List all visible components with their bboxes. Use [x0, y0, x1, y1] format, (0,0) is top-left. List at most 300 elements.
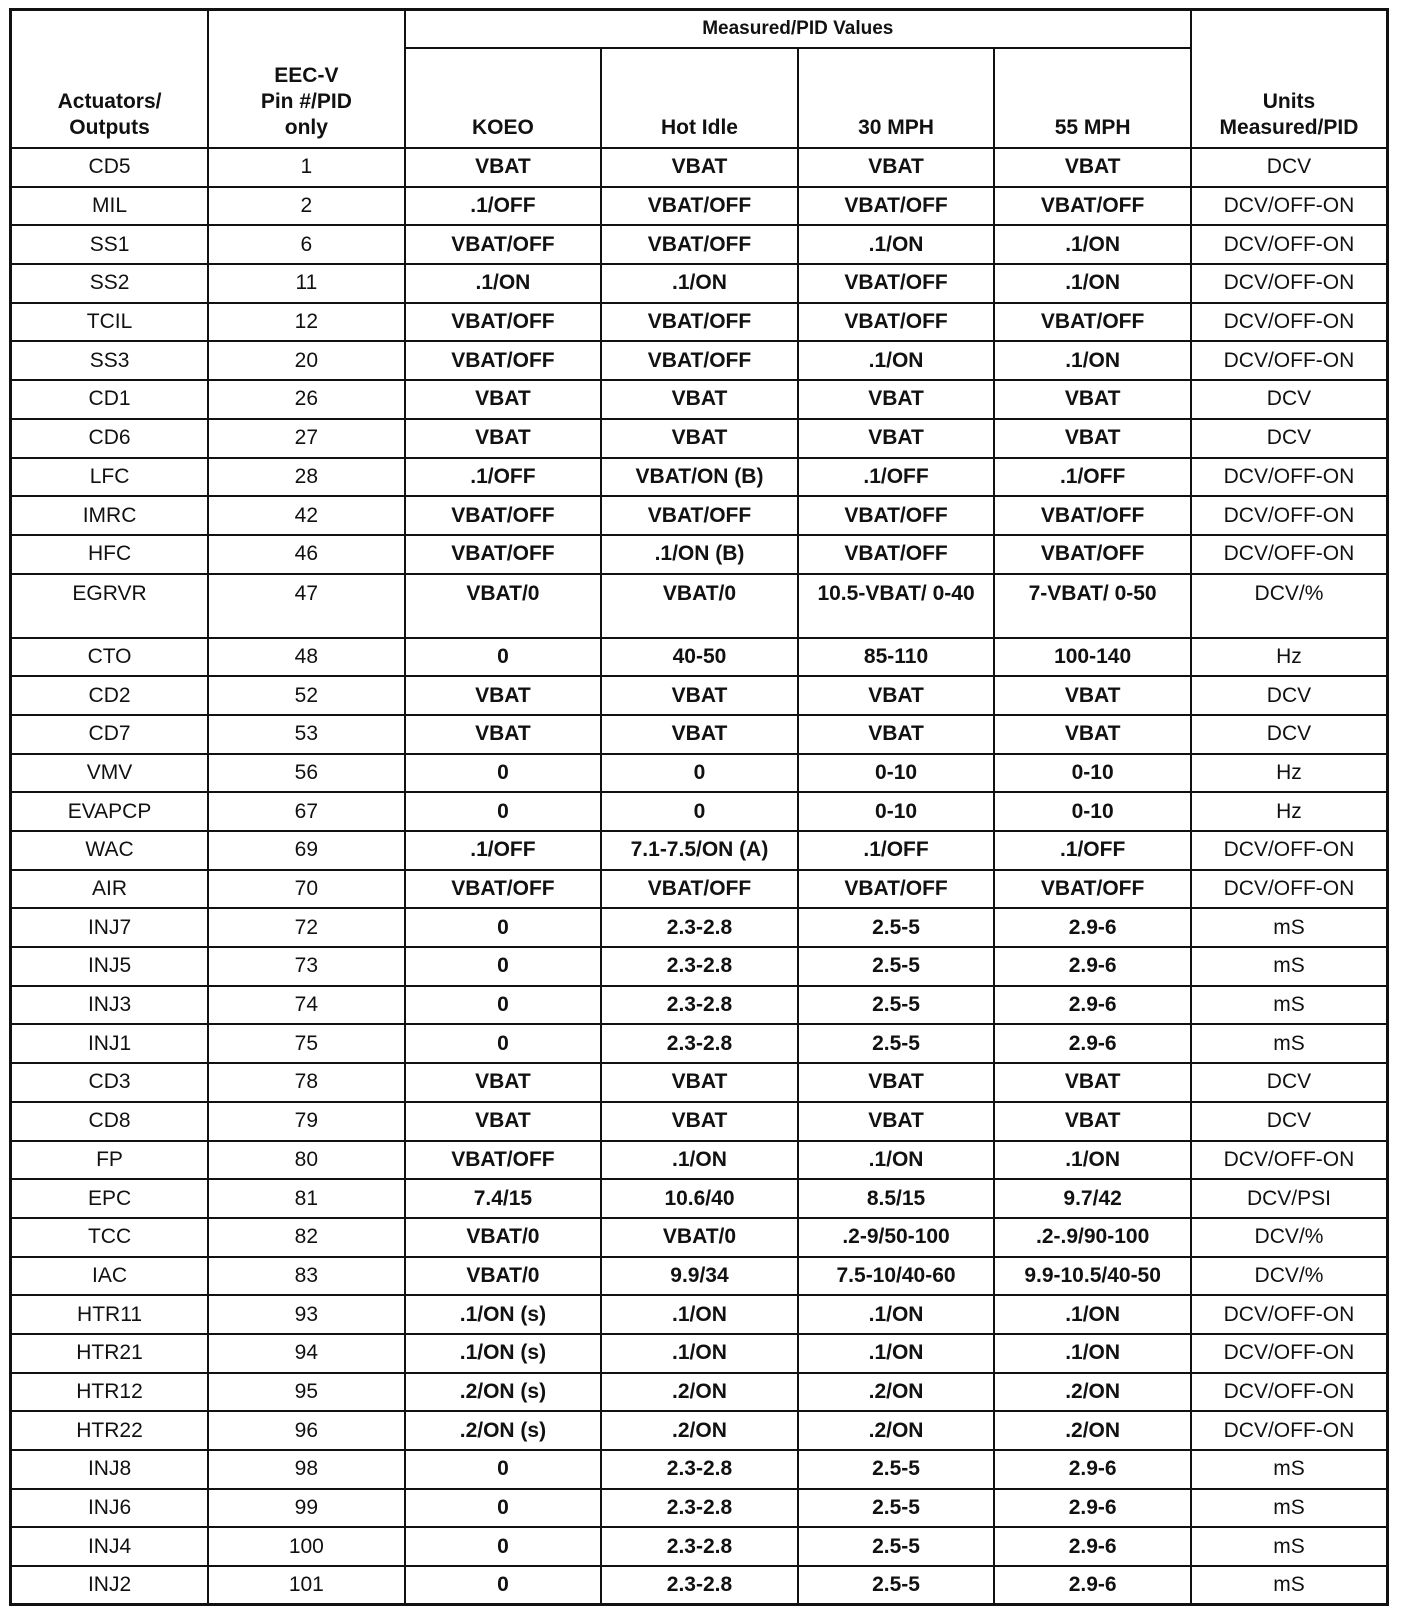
- cell-55-mph: 2.9-6: [994, 1450, 1191, 1489]
- cell-koeo: VBAT/OFF: [405, 535, 602, 574]
- cell-pin: 101: [208, 1566, 405, 1605]
- table-row: [11, 676, 1388, 715]
- table-row: [11, 496, 1388, 535]
- cell-hot-idle: VBAT/OFF: [601, 496, 798, 535]
- cell-30-mph: VBAT/OFF: [798, 303, 995, 342]
- table-row: [11, 264, 1388, 303]
- cell-koeo: 0: [405, 986, 602, 1025]
- cell-pin: 2: [208, 187, 405, 226]
- cell-units: DCV/%: [1191, 1218, 1388, 1257]
- cell-koeo: VBAT/OFF: [405, 303, 602, 342]
- cell-hot-idle: VBAT/OFF: [601, 303, 798, 342]
- cell-30-mph: VBAT/OFF: [798, 264, 995, 303]
- cell-hot-idle: VBAT: [601, 676, 798, 715]
- cell-units: Hz: [1191, 638, 1388, 677]
- header-55-mph: 55 MPH: [994, 48, 1191, 148]
- cell-actuator: EVAPCP: [11, 792, 209, 831]
- cell-hot-idle: VBAT: [601, 419, 798, 458]
- header-actuators-outputs: [11, 10, 209, 149]
- table-row: [11, 1373, 1388, 1412]
- table-row: [11, 1566, 1388, 1605]
- cell-koeo: .2/ON (s): [405, 1373, 602, 1412]
- cell-units: mS: [1191, 908, 1388, 947]
- cell-units: Hz: [1191, 792, 1388, 831]
- cell-koeo: VBAT/0: [405, 1257, 602, 1296]
- cell-units: DCV: [1191, 676, 1388, 715]
- cell-30-mph: VBAT/OFF: [798, 535, 995, 574]
- cell-units: DCV/%: [1191, 1257, 1388, 1296]
- table-row: [11, 715, 1388, 754]
- cell-55-mph: 2.9-6: [994, 1527, 1191, 1566]
- cell-55-mph: .1/ON: [994, 225, 1191, 264]
- cell-actuator: VMV: [11, 754, 209, 793]
- cell-koeo: .1/ON (s): [405, 1295, 602, 1334]
- table-row: [11, 754, 1388, 793]
- table-row: [11, 419, 1388, 458]
- cell-hot-idle: .1/ON (B): [601, 535, 798, 574]
- table-row: [11, 1411, 1388, 1450]
- cell-actuator: SS3: [11, 341, 209, 380]
- cell-hot-idle: .1/ON: [601, 1141, 798, 1180]
- cell-55-mph: .1/ON: [994, 1141, 1191, 1180]
- cell-hot-idle: 7.1-7.5/ON (A): [601, 831, 798, 870]
- pid-values-table-container: [9, 8, 1389, 1606]
- cell-pin: 56: [208, 754, 405, 793]
- cell-actuator: HTR21: [11, 1334, 209, 1373]
- header-30-mph: 30 MPH: [798, 48, 995, 148]
- cell-55-mph: .1/ON: [994, 264, 1191, 303]
- cell-actuator: CD1: [11, 380, 209, 419]
- cell-hot-idle: 2.3-2.8: [601, 908, 798, 947]
- cell-hot-idle: VBAT/OFF: [601, 187, 798, 226]
- cell-hot-idle: 2.3-2.8: [601, 947, 798, 986]
- cell-55-mph: 2.9-6: [994, 1024, 1191, 1063]
- cell-55-mph: VBAT: [994, 1063, 1191, 1102]
- cell-pin: 53: [208, 715, 405, 754]
- table-row: [11, 1024, 1388, 1063]
- cell-55-mph: .1/OFF: [994, 831, 1191, 870]
- cell-hot-idle: .1/ON: [601, 264, 798, 303]
- cell-30-mph: 10.5-VBAT/ 0-40: [798, 574, 995, 638]
- cell-pin: 100: [208, 1527, 405, 1566]
- cell-actuator: IMRC: [11, 496, 209, 535]
- cell-units: mS: [1191, 947, 1388, 986]
- cell-hot-idle: 2.3-2.8: [601, 1450, 798, 1489]
- cell-koeo: VBAT: [405, 380, 602, 419]
- cell-pin: 74: [208, 986, 405, 1025]
- cell-hot-idle: 10.6/40: [601, 1179, 798, 1218]
- cell-koeo: 0: [405, 792, 602, 831]
- cell-units: DCV/OFF-ON: [1191, 187, 1388, 226]
- cell-pin: 95: [208, 1373, 405, 1412]
- cell-55-mph: VBAT: [994, 715, 1191, 754]
- table-row: [11, 1527, 1388, 1566]
- cell-units: DCV/OFF-ON: [1191, 303, 1388, 342]
- cell-koeo: 0: [405, 1566, 602, 1605]
- cell-pin: 42: [208, 496, 405, 535]
- table-row: [11, 908, 1388, 947]
- cell-actuator: EGRVR: [11, 574, 209, 638]
- cell-hot-idle: VBAT: [601, 380, 798, 419]
- cell-30-mph: .1/ON: [798, 341, 995, 380]
- cell-30-mph: VBAT: [798, 1102, 995, 1141]
- cell-55-mph: 9.7/42: [994, 1179, 1191, 1218]
- cell-actuator: HTR22: [11, 1411, 209, 1450]
- cell-55-mph: VBAT/OFF: [994, 303, 1191, 342]
- cell-30-mph: VBAT/OFF: [798, 187, 995, 226]
- table-row: [11, 303, 1388, 342]
- cell-pin: 72: [208, 908, 405, 947]
- table-row: [11, 870, 1388, 909]
- cell-units: DCV/OFF-ON: [1191, 1334, 1388, 1373]
- cell-55-mph: .1/ON: [994, 1295, 1191, 1334]
- cell-hot-idle: VBAT: [601, 148, 798, 187]
- cell-units: DCV/OFF-ON: [1191, 831, 1388, 870]
- cell-units: mS: [1191, 1450, 1388, 1489]
- cell-30-mph: 2.5-5: [798, 1024, 995, 1063]
- cell-55-mph: VBAT: [994, 676, 1191, 715]
- cell-koeo: 0: [405, 1527, 602, 1566]
- table-row: [11, 1257, 1388, 1296]
- cell-units: DCV/%: [1191, 574, 1388, 638]
- cell-hot-idle: 2.3-2.8: [601, 1527, 798, 1566]
- cell-actuator: INJ4: [11, 1527, 209, 1566]
- cell-units: DCV/OFF-ON: [1191, 225, 1388, 264]
- cell-actuator: SS1: [11, 225, 209, 264]
- cell-actuator: EPC: [11, 1179, 209, 1218]
- cell-hot-idle: .2/ON: [601, 1373, 798, 1412]
- cell-pin: 79: [208, 1102, 405, 1141]
- cell-units: Hz: [1191, 754, 1388, 793]
- cell-hot-idle: VBAT/ON (B): [601, 458, 798, 497]
- table-row: [11, 1179, 1388, 1218]
- cell-pin: 98: [208, 1450, 405, 1489]
- cell-30-mph: .1/OFF: [798, 458, 995, 497]
- cell-actuator: FP: [11, 1141, 209, 1180]
- table-row: [11, 947, 1388, 986]
- table-row: [11, 792, 1388, 831]
- cell-koeo: 0: [405, 638, 602, 677]
- table-header: [11, 10, 1388, 149]
- cell-hot-idle: VBAT: [601, 715, 798, 754]
- cell-pin: 96: [208, 1411, 405, 1450]
- header-actuators-line1: Actuators/: [57, 90, 162, 113]
- cell-koeo: 0: [405, 1450, 602, 1489]
- cell-pin: 48: [208, 638, 405, 677]
- cell-30-mph: VBAT: [798, 1063, 995, 1102]
- table-row: [11, 1102, 1388, 1141]
- table-row: [11, 1063, 1388, 1102]
- cell-30-mph: 8.5/15: [798, 1179, 995, 1218]
- cell-units: DCV: [1191, 715, 1388, 754]
- cell-actuator: INJ3: [11, 986, 209, 1025]
- cell-koeo: .2/ON (s): [405, 1411, 602, 1450]
- cell-55-mph: VBAT/OFF: [994, 187, 1191, 226]
- cell-units: DCV/OFF-ON: [1191, 1411, 1388, 1450]
- cell-units: mS: [1191, 1489, 1388, 1528]
- cell-30-mph: 0-10: [798, 754, 995, 793]
- cell-30-mph: VBAT: [798, 419, 995, 458]
- cell-actuator: INJ5: [11, 947, 209, 986]
- cell-koeo: VBAT/0: [405, 574, 602, 638]
- cell-pin: 81: [208, 1179, 405, 1218]
- table-row: [11, 1218, 1388, 1257]
- table-row: [11, 187, 1388, 226]
- cell-pin: 47: [208, 574, 405, 638]
- cell-30-mph: VBAT: [798, 380, 995, 419]
- cell-actuator: HTR12: [11, 1373, 209, 1412]
- cell-30-mph: VBAT: [798, 676, 995, 715]
- cell-hot-idle: VBAT: [601, 1063, 798, 1102]
- table-row: [11, 458, 1388, 497]
- cell-hot-idle: .2/ON: [601, 1411, 798, 1450]
- cell-hot-idle: VBAT/OFF: [601, 225, 798, 264]
- cell-koeo: VBAT: [405, 1063, 602, 1102]
- cell-pin: 83: [208, 1257, 405, 1296]
- cell-30-mph: 85-110: [798, 638, 995, 677]
- cell-actuator: LFC: [11, 458, 209, 497]
- cell-koeo: 0: [405, 908, 602, 947]
- cell-pin: 28: [208, 458, 405, 497]
- header-units: [1191, 10, 1388, 149]
- cell-actuator: INJ2: [11, 1566, 209, 1605]
- cell-55-mph: 2.9-6: [994, 986, 1191, 1025]
- table-row: [11, 831, 1388, 870]
- cell-55-mph: 2.9-6: [994, 947, 1191, 986]
- cell-actuator: TCC: [11, 1218, 209, 1257]
- cell-koeo: 0: [405, 754, 602, 793]
- cell-units: DCV/OFF-ON: [1191, 1141, 1388, 1180]
- cell-55-mph: 7-VBAT/ 0-50: [994, 574, 1191, 638]
- cell-koeo: VBAT/OFF: [405, 870, 602, 909]
- cell-30-mph: VBAT: [798, 148, 995, 187]
- cell-30-mph: 2.5-5: [798, 1527, 995, 1566]
- cell-pin: 93: [208, 1295, 405, 1334]
- cell-koeo: VBAT/OFF: [405, 225, 602, 264]
- cell-koeo: VBAT/0: [405, 1218, 602, 1257]
- cell-units: DCV/OFF-ON: [1191, 496, 1388, 535]
- cell-koeo: 7.4/15: [405, 1179, 602, 1218]
- cell-30-mph: .2/ON: [798, 1411, 995, 1450]
- cell-hot-idle: 9.9/34: [601, 1257, 798, 1296]
- cell-koeo: 0: [405, 947, 602, 986]
- cell-koeo: .1/OFF: [405, 458, 602, 497]
- cell-30-mph: 0-10: [798, 792, 995, 831]
- cell-55-mph: 100-140: [994, 638, 1191, 677]
- cell-actuator: HFC: [11, 535, 209, 574]
- cell-55-mph: VBAT: [994, 380, 1191, 419]
- cell-units: DCV/OFF-ON: [1191, 1295, 1388, 1334]
- cell-30-mph: VBAT/OFF: [798, 870, 995, 909]
- cell-hot-idle: .1/ON: [601, 1334, 798, 1373]
- cell-30-mph: .1/ON: [798, 1295, 995, 1334]
- cell-55-mph: .2/ON: [994, 1411, 1191, 1450]
- cell-pin: 1: [208, 148, 405, 187]
- cell-30-mph: .2/ON: [798, 1373, 995, 1412]
- cell-units: mS: [1191, 1527, 1388, 1566]
- table-row: [11, 986, 1388, 1025]
- header-units-line2: Measured/PID: [1219, 116, 1359, 139]
- cell-hot-idle: VBAT/0: [601, 1218, 798, 1257]
- cell-units: mS: [1191, 986, 1388, 1025]
- cell-55-mph: 0-10: [994, 754, 1191, 793]
- table-row: [11, 341, 1388, 380]
- cell-pin: 52: [208, 676, 405, 715]
- cell-30-mph: VBAT/OFF: [798, 496, 995, 535]
- cell-units: DCV/OFF-ON: [1191, 535, 1388, 574]
- table-row: [11, 148, 1388, 187]
- cell-hot-idle: 2.3-2.8: [601, 1566, 798, 1605]
- cell-koeo: .1/OFF: [405, 187, 602, 226]
- cell-pin: 82: [208, 1218, 405, 1257]
- cell-pin: 75: [208, 1024, 405, 1063]
- table-row: [11, 535, 1388, 574]
- table-row: [11, 1450, 1388, 1489]
- cell-koeo: VBAT: [405, 1102, 602, 1141]
- cell-actuator: SS2: [11, 264, 209, 303]
- cell-55-mph: .1/ON: [994, 1334, 1191, 1373]
- cell-30-mph: 2.5-5: [798, 1566, 995, 1605]
- table-row: [11, 1141, 1388, 1180]
- cell-30-mph: VBAT: [798, 715, 995, 754]
- table-row: [11, 638, 1388, 677]
- cell-30-mph: 2.5-5: [798, 908, 995, 947]
- cell-55-mph: .2/ON: [994, 1373, 1191, 1412]
- cell-hot-idle: VBAT/0: [601, 574, 798, 638]
- cell-koeo: .1/ON: [405, 264, 602, 303]
- cell-koeo: VBAT: [405, 419, 602, 458]
- cell-koeo: VBAT: [405, 676, 602, 715]
- cell-pin: 11: [208, 264, 405, 303]
- cell-55-mph: 2.9-6: [994, 1489, 1191, 1528]
- cell-55-mph: 2.9-6: [994, 1566, 1191, 1605]
- cell-pin: 67: [208, 792, 405, 831]
- cell-actuator: WAC: [11, 831, 209, 870]
- cell-30-mph: 2.5-5: [798, 1450, 995, 1489]
- cell-55-mph: VBAT: [994, 148, 1191, 187]
- cell-units: DCV: [1191, 148, 1388, 187]
- cell-pin: 78: [208, 1063, 405, 1102]
- cell-actuator: INJ8: [11, 1450, 209, 1489]
- cell-hot-idle: 2.3-2.8: [601, 1489, 798, 1528]
- cell-koeo: .1/OFF: [405, 831, 602, 870]
- cell-actuator: CTO: [11, 638, 209, 677]
- cell-55-mph: .1/ON: [994, 341, 1191, 380]
- cell-units: mS: [1191, 1024, 1388, 1063]
- cell-koeo: VBAT/OFF: [405, 341, 602, 380]
- cell-55-mph: VBAT/OFF: [994, 535, 1191, 574]
- cell-55-mph: 2.9-6: [994, 908, 1191, 947]
- cell-hot-idle: 0: [601, 754, 798, 793]
- table-row: [11, 225, 1388, 264]
- cell-pin: 73: [208, 947, 405, 986]
- cell-units: DCV/PSI: [1191, 1179, 1388, 1218]
- cell-55-mph: VBAT: [994, 1102, 1191, 1141]
- cell-55-mph: 0-10: [994, 792, 1191, 831]
- header-pin-line3: only: [284, 116, 328, 139]
- cell-hot-idle: 2.3-2.8: [601, 1024, 798, 1063]
- header-pin-pid: [208, 10, 405, 149]
- cell-30-mph: .1/ON: [798, 1141, 995, 1180]
- pid-values-table: [9, 8, 1389, 1606]
- cell-55-mph: VBAT: [994, 419, 1191, 458]
- cell-units: DCV/OFF-ON: [1191, 458, 1388, 497]
- cell-30-mph: 7.5-10/40-60: [798, 1257, 995, 1296]
- cell-55-mph: .2-.9/90-100: [994, 1218, 1191, 1257]
- cell-pin: 69: [208, 831, 405, 870]
- cell-actuator: CD5: [11, 148, 209, 187]
- cell-actuator: TCIL: [11, 303, 209, 342]
- cell-units: DCV: [1191, 1063, 1388, 1102]
- table-row: [11, 1489, 1388, 1528]
- cell-koeo: 0: [405, 1489, 602, 1528]
- cell-30-mph: .1/ON: [798, 225, 995, 264]
- cell-pin: 6: [208, 225, 405, 264]
- cell-pin: 99: [208, 1489, 405, 1528]
- header-measured-pid-values: Measured/PID Values: [405, 10, 1191, 49]
- cell-30-mph: 2.5-5: [798, 947, 995, 986]
- cell-units: DCV: [1191, 1102, 1388, 1141]
- cell-pin: 27: [208, 419, 405, 458]
- cell-hot-idle: 0: [601, 792, 798, 831]
- header-koeo: KOEO: [405, 48, 602, 148]
- table-row: [11, 1334, 1388, 1373]
- cell-actuator: CD7: [11, 715, 209, 754]
- cell-30-mph: 2.5-5: [798, 1489, 995, 1528]
- cell-actuator: AIR: [11, 870, 209, 909]
- cell-units: mS: [1191, 1566, 1388, 1605]
- cell-55-mph: VBAT/OFF: [994, 870, 1191, 909]
- cell-koeo: VBAT: [405, 148, 602, 187]
- cell-30-mph: .2-9/50-100: [798, 1218, 995, 1257]
- cell-hot-idle: .1/ON: [601, 1295, 798, 1334]
- cell-30-mph: 2.5-5: [798, 986, 995, 1025]
- cell-pin: 26: [208, 380, 405, 419]
- cell-hot-idle: VBAT/OFF: [601, 341, 798, 380]
- header-units-line1: Units: [1262, 90, 1316, 113]
- cell-units: DCV/OFF-ON: [1191, 341, 1388, 380]
- cell-koeo: .1/ON (s): [405, 1334, 602, 1373]
- cell-pin: 94: [208, 1334, 405, 1373]
- cell-koeo: VBAT/OFF: [405, 496, 602, 535]
- header-hot-idle: Hot Idle: [601, 48, 798, 148]
- table-body: [11, 148, 1388, 1605]
- cell-actuator: CD8: [11, 1102, 209, 1141]
- cell-actuator: IAC: [11, 1257, 209, 1296]
- cell-units: DCV/OFF-ON: [1191, 1373, 1388, 1412]
- cell-units: DCV/OFF-ON: [1191, 264, 1388, 303]
- cell-actuator: MIL: [11, 187, 209, 226]
- cell-hot-idle: 40-50: [601, 638, 798, 677]
- cell-30-mph: .1/ON: [798, 1334, 995, 1373]
- table-row: [11, 1295, 1388, 1334]
- cell-pin: 20: [208, 341, 405, 380]
- cell-hot-idle: VBAT/OFF: [601, 870, 798, 909]
- cell-units: DCV/OFF-ON: [1191, 870, 1388, 909]
- cell-koeo: VBAT/OFF: [405, 1141, 602, 1180]
- cell-actuator: CD6: [11, 419, 209, 458]
- cell-actuator: INJ1: [11, 1024, 209, 1063]
- table-row: [11, 380, 1388, 419]
- cell-pin: 70: [208, 870, 405, 909]
- cell-pin: 12: [208, 303, 405, 342]
- cell-pin: 46: [208, 535, 405, 574]
- cell-actuator: INJ6: [11, 1489, 209, 1528]
- table-row: [11, 574, 1388, 638]
- cell-55-mph: .1/OFF: [994, 458, 1191, 497]
- cell-koeo: 0: [405, 1024, 602, 1063]
- cell-units: DCV: [1191, 419, 1388, 458]
